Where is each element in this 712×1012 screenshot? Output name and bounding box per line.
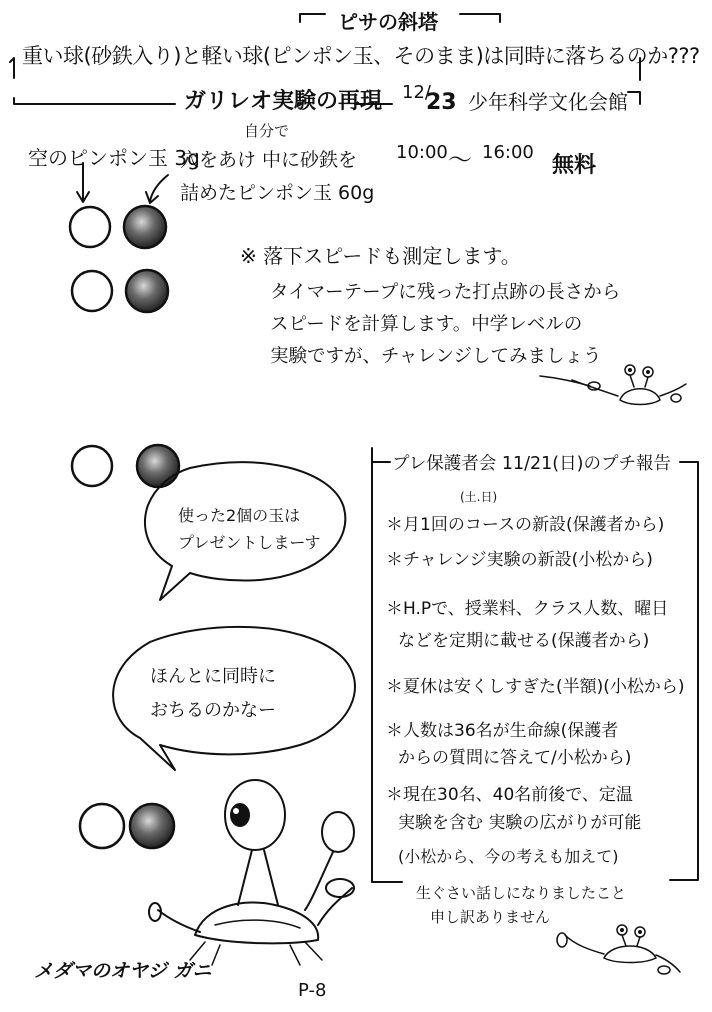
report-item-2: ＊チャレンジ実験の新設(小松から)	[386, 550, 653, 570]
measure-note-4: 実験ですが、チャレンジしてみましょう	[270, 346, 602, 367]
report-item-6-line-2: 実験を含む 実験の広がりが可能	[398, 813, 642, 833]
report-item-4: ＊夏休は安くしすぎた(半額)(小松から)	[386, 677, 685, 697]
filled-ball-label-2: 詰めたピンポン玉 60g	[180, 182, 375, 204]
small-crab-bottom	[557, 925, 680, 974]
small-crab-top	[540, 365, 686, 405]
headline-question: 重い球(砂鉄入り)と軽い球(ピンポン玉、そのまま)は同時に落ちるのか???	[22, 44, 700, 68]
report-item-3-line-2: などを定期に載せる(保護者から)	[398, 631, 650, 651]
price-free: 無料	[552, 153, 597, 178]
measure-note-3: スピードを計算します。中学レベルの	[270, 314, 583, 335]
report-item-3-line-1: ＊H.Pで、授業料、クラス人数、曜日	[386, 599, 669, 619]
arrow-to-filled-ball	[146, 175, 168, 203]
event-venue: 少年科学文化会館	[468, 90, 628, 114]
report-item-5-line-2: からの質問に答えて/小松から)	[398, 748, 632, 768]
ball-pair-1	[70, 206, 166, 248]
eyeball-crab-character	[149, 780, 354, 965]
doubt-bubble-text-2: おちるのかなー	[150, 700, 276, 721]
time-start: 10:00	[396, 142, 448, 163]
sand-ball	[124, 206, 166, 248]
empty-ball	[72, 271, 112, 311]
self-note: 自分で	[244, 122, 290, 140]
sand-ball	[130, 804, 174, 848]
empty-ball	[70, 207, 110, 247]
empty-ball	[80, 804, 124, 848]
empty-ball	[72, 446, 112, 486]
ball-pair-4	[80, 804, 174, 848]
gift-bubble-text-1: 使った2個の玉は	[178, 506, 301, 525]
report-title: プレ保護者会 11/21(日)のプチ報告	[392, 454, 671, 474]
time-end: 16:00	[482, 142, 534, 163]
gift-bubble-text-2: プレゼントしまーす	[178, 533, 321, 552]
filled-ball-label-1: 穴をあけ 中に砂鉄を	[180, 149, 358, 171]
event-title: ガリレオ実験の再現	[184, 89, 383, 114]
page-number: P-8	[298, 980, 327, 1001]
sand-ball	[137, 445, 179, 487]
event-date-month: 12/	[402, 82, 431, 103]
report-item-7: (小松から、今の考えも加えて)	[398, 847, 619, 866]
ball-pair-3	[72, 445, 179, 487]
report-sat-sun-note: (土.日)	[460, 490, 498, 504]
time-dash: 〜	[448, 146, 472, 174]
character-name: メダマのオヤジ ガニ	[34, 960, 212, 982]
report-item-1: ＊月1回のコースの新設(保護者から)	[386, 515, 665, 535]
banner-leaning-tower: ピサの斜塔	[338, 10, 438, 34]
report-item-5-line-1: ＊人数は36名が生命線(保護者	[386, 721, 619, 741]
report-item-6-line-1: ＊現在30名、40名前後で、定温	[386, 785, 633, 805]
ball-pair-2	[72, 270, 168, 312]
empty-ball-label: 空のピンポン玉 3g	[28, 146, 200, 170]
event-date-day: 23	[426, 90, 457, 115]
apology-line-1: 生ぐさい話しになりましたこと	[416, 884, 627, 902]
measure-note-2: タイマーテープに残った打点跡の長さから	[270, 282, 621, 303]
apology-line-2: 申し訳ありません	[430, 908, 551, 926]
measure-note-1: ※ 落下スピードも測定します。	[240, 244, 521, 268]
sand-ball	[126, 270, 168, 312]
doubt-bubble-text-1: ほんとに同時に	[150, 666, 276, 687]
